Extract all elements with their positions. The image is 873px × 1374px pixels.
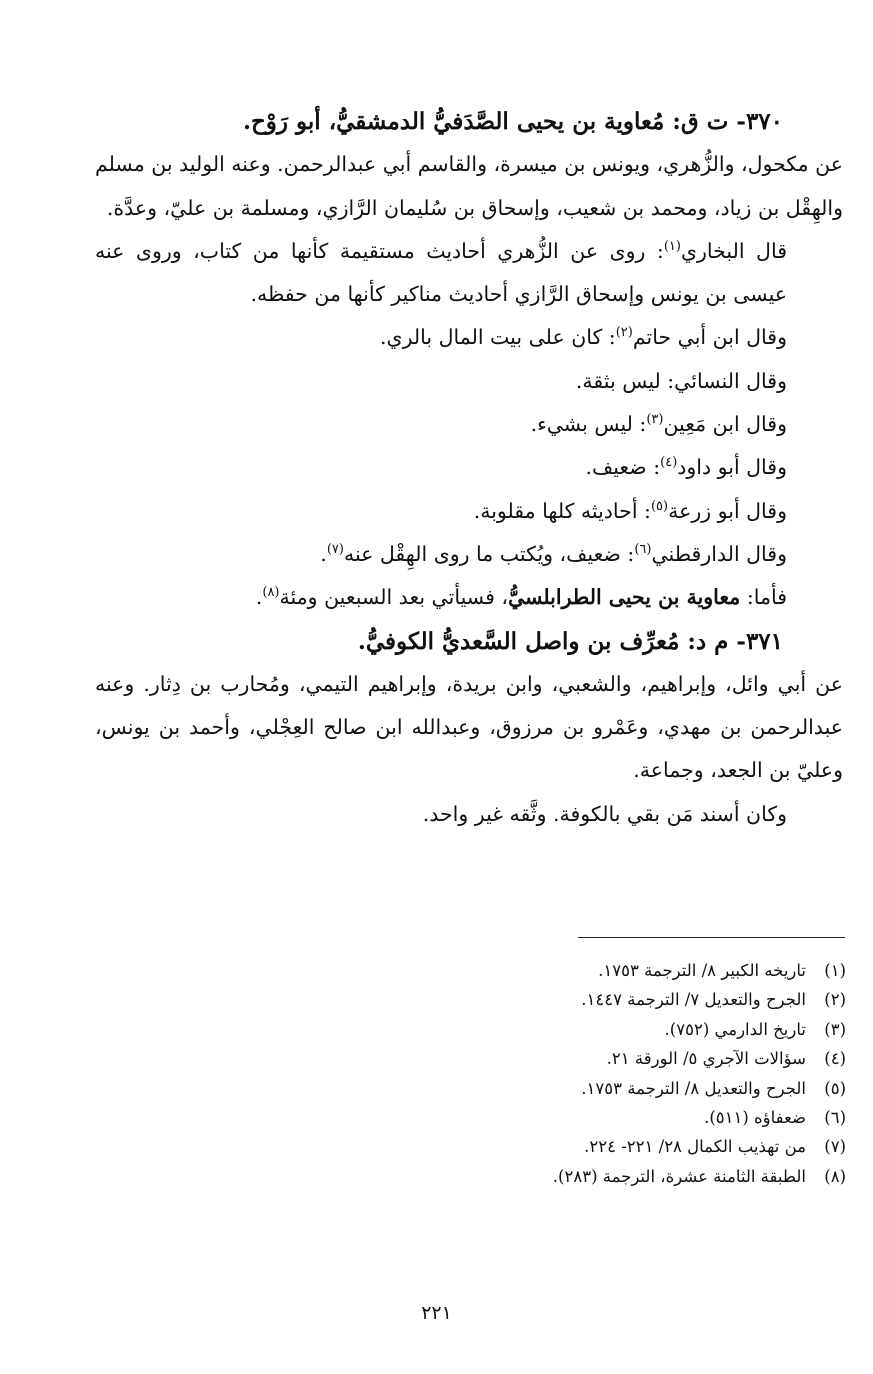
cross-reference [95,576,843,619]
footnote-text: من تهذيب الكمال ٢٨/ ٢٢١- ٢٢٤. [584,1137,806,1157]
footnote-number: (٤) [824,1049,846,1069]
footnote-text: الجرح والتعديل ٨/ الترجمة ١٧٥٣. [581,1078,806,1098]
quote-daraqutni [95,533,843,576]
quote-end: . [320,541,327,566]
main-text [95,100,843,836]
footnote-ref: (٨) [262,585,280,601]
quote-bukhari [95,230,843,317]
footnote-ref: (٥) [650,498,669,514]
footnote-number: (٢) [824,990,846,1010]
page-number: ٢٢١ [421,1302,452,1324]
footnote-ref: (٢) [615,325,633,341]
entry-heading: ٣٧٠- ت ق: مُعاوية بن يحيى الصَّدَفيُّ الدمشقيُّ، أبو رَوْح. [242,108,783,135]
quote-ibn-abi-hatim [95,316,843,359]
quote-lead: قال البخاري [680,238,787,263]
footnote-ref: (٦) [634,542,652,558]
footnote-text: ضعفاؤه (٥١١). [704,1108,806,1128]
footnote-item [200,985,846,1014]
crossref-tail: ، فسيأتي بعد السبعين ومئة [279,585,509,610]
quote-lead: وقال الدارقطني [651,541,787,566]
footnotes-list [200,956,846,1191]
footnote-item [200,1162,846,1191]
footnote-number: (٣) [824,1019,846,1039]
narrators-paragraph: عن أبي وائل، وإبراهيم، والشعبي، وابن بريدة، وإبراهيم التيمي، ومُحارب بن دِثار. وعنه عبدالرحمن بن مهدي، وعَمْرو بن مرزوق، وعبدالله ابن صالح العِجْلي، وأحمد بن يونس، وعليّ بن الجعد، وجماعة. [95,671,843,783]
footnote-item [200,1044,846,1073]
quote-text: : ضعيف، ويُكتب ما روى الهِقْل عنه [343,541,635,566]
footnote-number: (٥) [824,1078,846,1098]
footnote-ref: (١) [663,239,681,255]
footnote-text: تاريخ الدارمي (٧٥٢). [664,1019,806,1039]
footnote-number: (٦) [824,1108,846,1128]
quote-abu-zura [95,490,843,533]
footnote-item [200,1103,846,1132]
footnote-number: (٧) [824,1137,846,1157]
narrators-paragraph: عن مكحول، والزُّهري، ويونس بن ميسرة، والقاسم أبي عبدالرحمن. وعنه الوليد بن مسلم والهِقْل بن زياد، ومحمد بن شعيب، وإسحاق بن سُليمان الرَّازي، ومسلمة بن عليّ، وعدَّة. [95,152,843,220]
crossref-name: معاوية بن يحيى الطرابلسيُّ [508,585,741,610]
footnote-text: الجرح والتعديل ٧/ الترجمة ١٤٤٧. [581,990,806,1010]
quote-lead: وقال النسائي: ليس بثقة. [575,368,787,393]
quote-ibn-main [95,403,843,446]
footnote-text: تاريخه الكبير ٨/ الترجمة ١٧٥٣. [598,961,806,980]
footnote-text: سؤالات الآجري ٥/ الورقة ٢١. [606,1049,806,1069]
footnote-divider [578,937,845,938]
footnote-item [200,1015,846,1044]
quote-lead: وقال ابن أبي حاتم [632,325,787,350]
footnote-ref: (٤) [660,455,678,471]
quote-lead: وقال أبو زرعة [668,498,787,523]
footnote-ref: (٧) [326,542,344,558]
footnote-text: الطبقة الثامنة عشرة، الترجمة (٢٨٣). [552,1166,806,1186]
footnote-item [200,1074,846,1103]
footnote-number: (١) [824,961,846,980]
footnote-number: (٨) [824,1166,846,1186]
quote-lead: وكان أسند مَن بقي بالكوفة. وثَّقه غير واحد. [422,801,787,826]
quote-text: : ضعيف. [585,455,661,480]
quote-lead: وقال ابن مَعِين [663,412,787,437]
quote-lead: وقال أبو داود [677,455,787,480]
crossref-end: . [255,585,263,610]
footnote-item [200,956,846,985]
closing-note [95,793,843,836]
quote-text: : كان على بيت المال بالري. [380,325,616,350]
crossref-lead: فأما: [740,585,787,610]
entry-heading: ٣٧١- م د: مُعرِّف بن واصل السَّعديُّ الكوفيُّ. [357,627,783,655]
quote-text: : روى عن الزُّهري أحاديث مستقيمة كأنها من كتاب، وروى عنه عيسى بن يونس وإسحاق الرَّازي أحاديث مناكير كأنها من حفظه. [95,238,787,307]
quote-text: : ليس بشيء. [530,412,647,437]
footnote-ref: (٣) [646,412,664,428]
quote-nasai [95,360,843,403]
quote-abu-dawud [95,446,843,489]
quote-text: : أحاديثه كلها مقلوبة. [473,498,651,523]
footnote-item [200,1132,846,1161]
